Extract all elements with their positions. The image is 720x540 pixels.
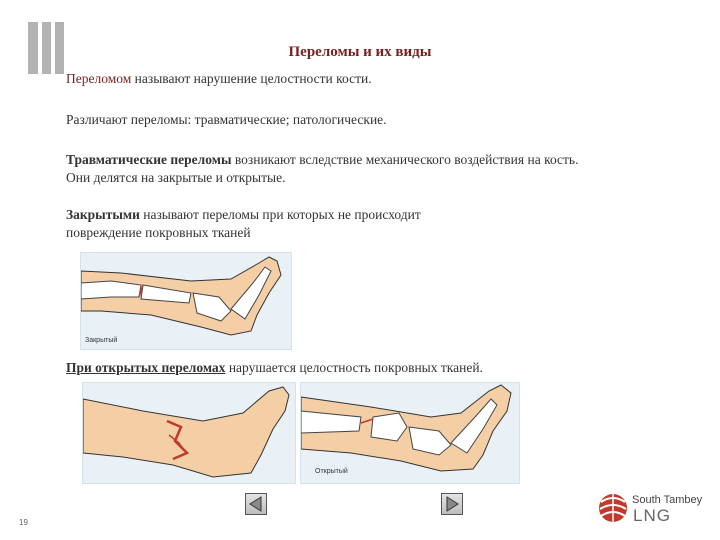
closed-text: называют переломы при которых не происходит (139, 207, 421, 222)
slide-title: Переломы и их виды (288, 44, 432, 60)
previous-slide-button[interactable] (245, 493, 267, 515)
closed-text-line2: повреждение покровных тканей (66, 225, 251, 240)
triangle-right-icon (442, 494, 462, 514)
open-text: нарушается целостность покровных тканей. (225, 360, 483, 375)
open-fracture-skin-figure (82, 382, 296, 484)
triangle-left-icon (246, 494, 266, 514)
logo-text-bottom: LNG (633, 506, 671, 525)
definition-paragraph (66, 70, 372, 88)
types-paragraph: Различают переломы: травматические; патологические. (66, 112, 387, 127)
company-logo (597, 490, 707, 530)
closed-paragraph (66, 206, 421, 242)
term-fracture: Переломом (66, 71, 132, 86)
open-fracture-skin-illustration (83, 383, 295, 483)
traumatic-text: возникают вследствие механического воздействия на кость. (231, 152, 579, 167)
page-number: 19 (19, 518, 28, 527)
next-slide-button[interactable] (441, 493, 463, 515)
closed-fracture-figure (80, 252, 292, 350)
globe-icon (597, 490, 629, 526)
definition-text: называют нарушение целостности кости. (131, 71, 372, 86)
closed-fracture-illustration (81, 253, 291, 349)
logo-text-top: South Tambey (632, 494, 703, 506)
open-fracture-bone-figure (300, 382, 520, 484)
term-closed: Закрытыми (66, 207, 140, 222)
traumatic-paragraph (66, 151, 578, 187)
closed-figure-caption: Закрытый (85, 337, 118, 344)
open-figure-caption: Открытый (315, 468, 348, 475)
term-open: При открытых переломах (66, 360, 226, 375)
term-traumatic: Травматические переломы (66, 152, 232, 167)
traumatic-text-line2: Они делятся на закрытые и открытые. (66, 170, 286, 185)
open-paragraph (66, 359, 483, 377)
